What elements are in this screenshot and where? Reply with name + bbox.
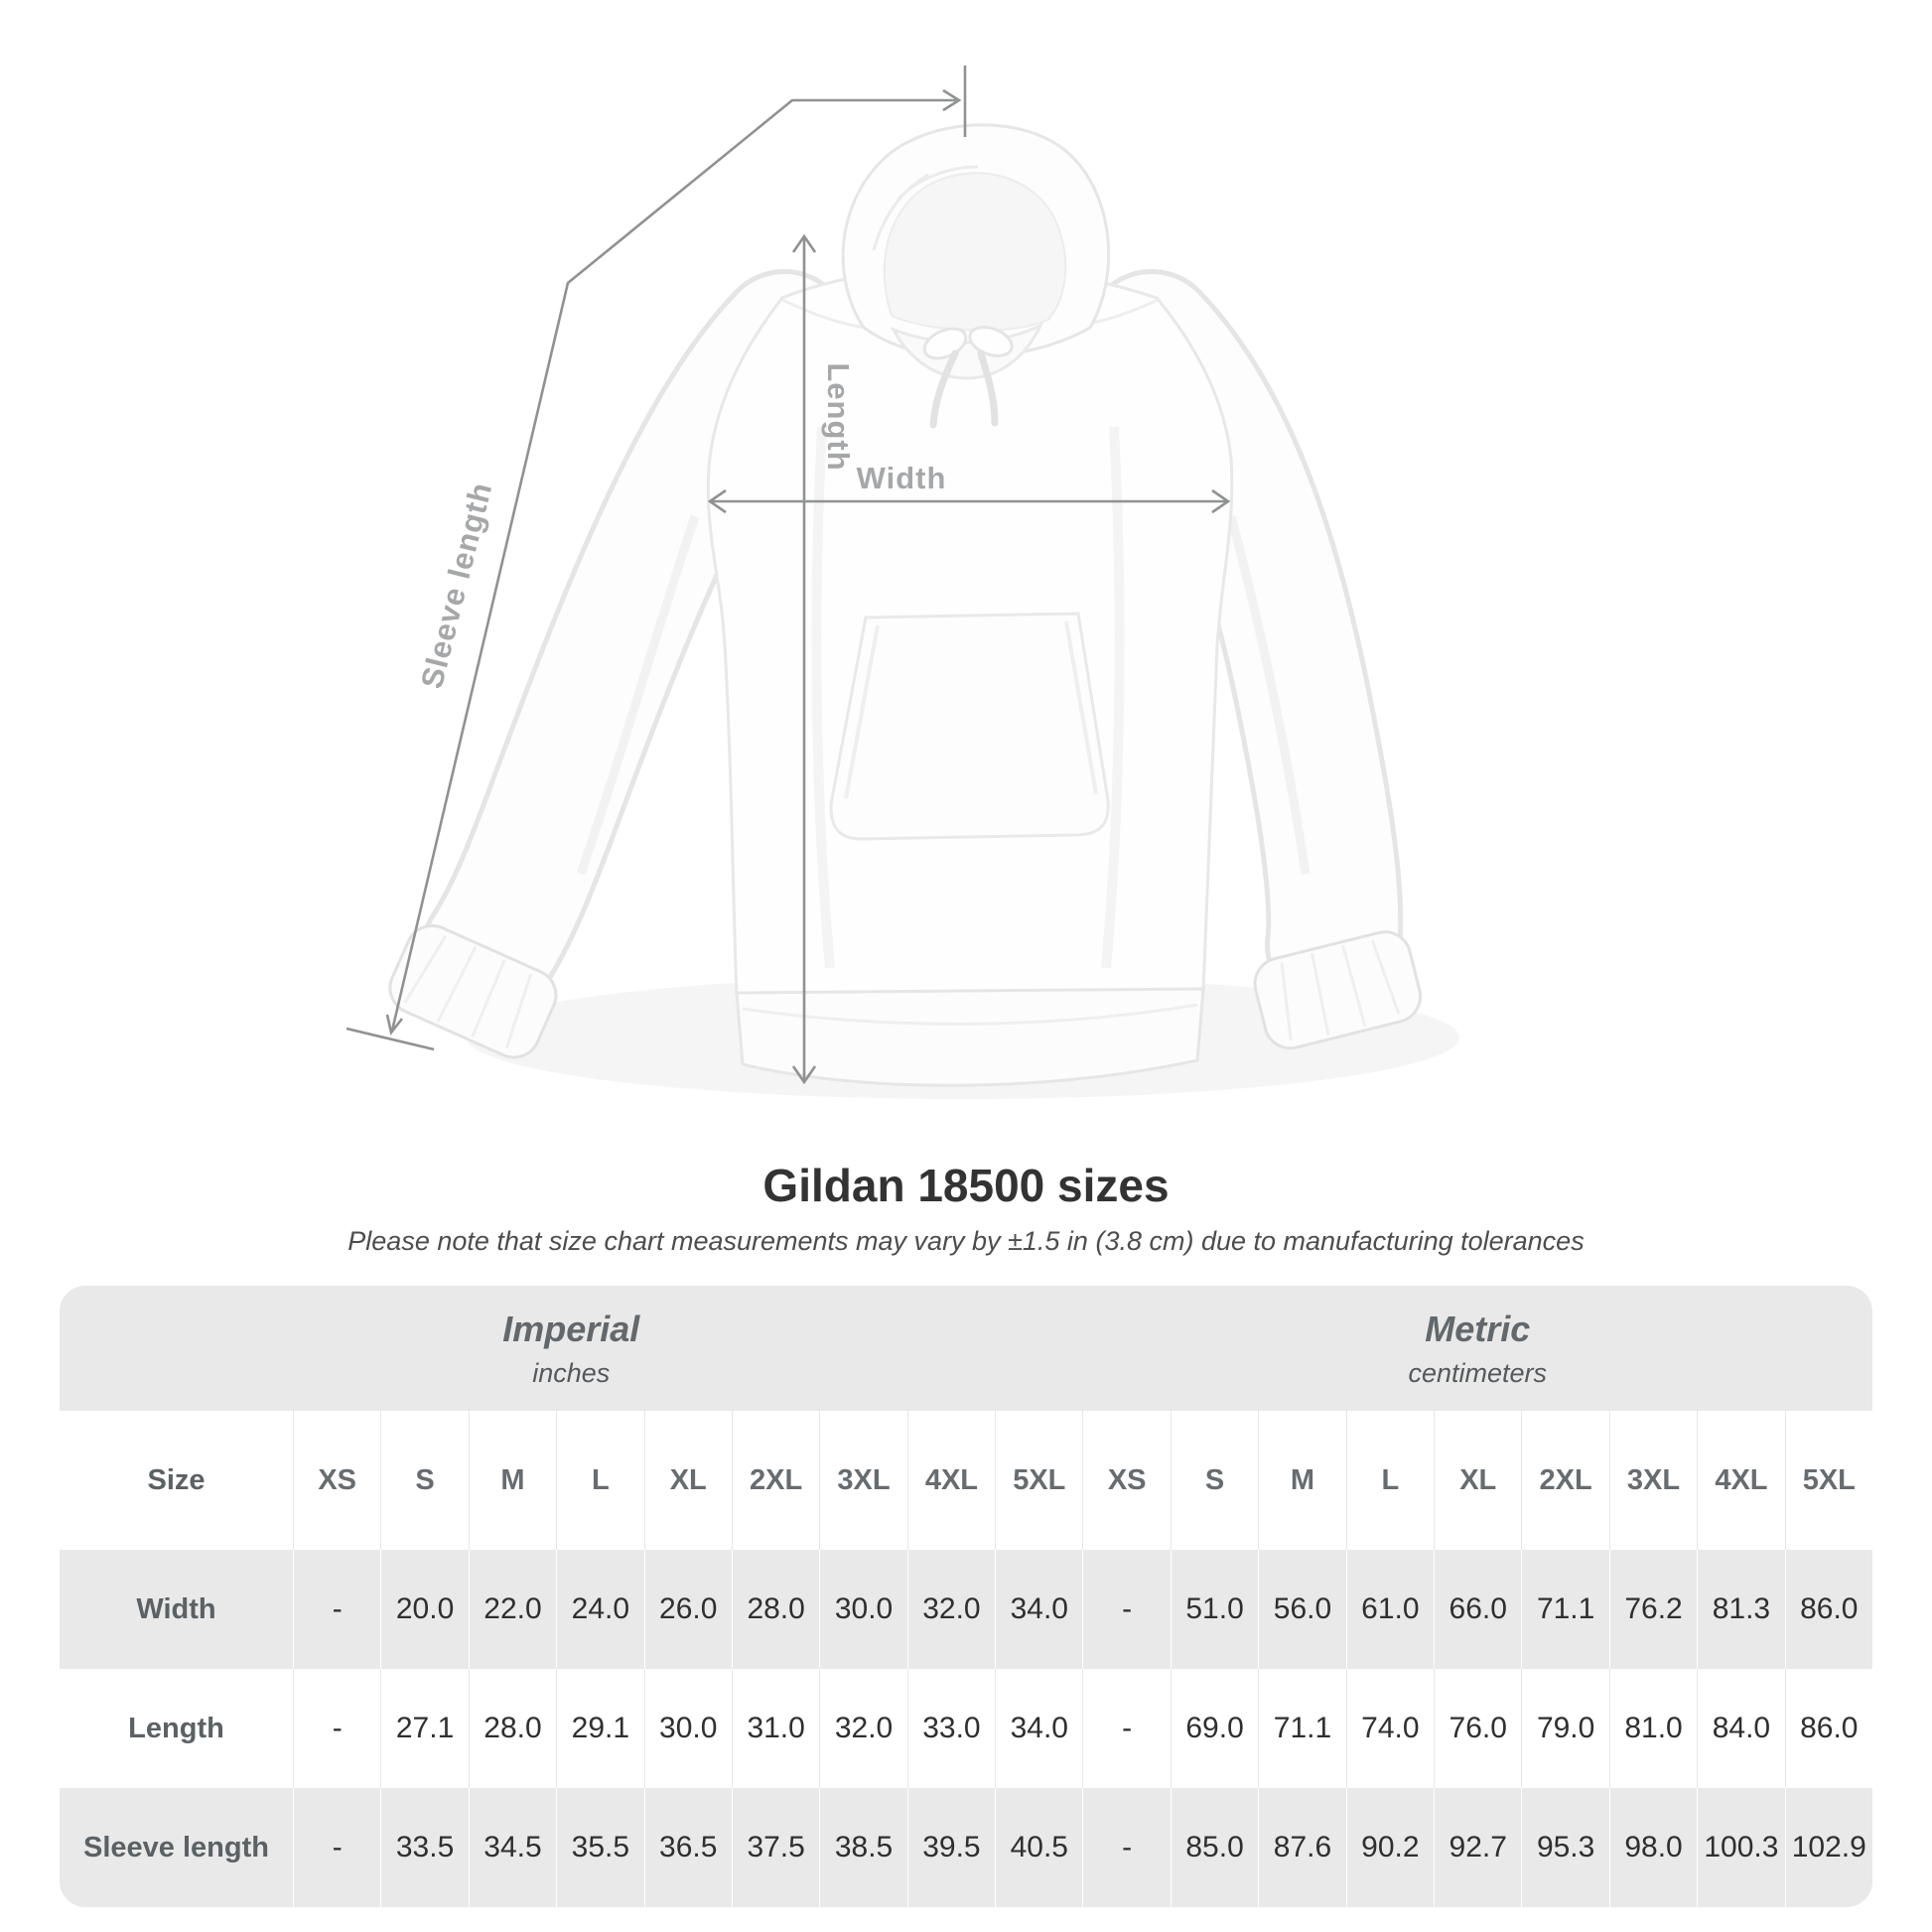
title-block <box>0 1160 1932 1257</box>
value-cell: 81.0 <box>1609 1669 1697 1788</box>
value-cell: 30.0 <box>644 1669 732 1788</box>
value-cell: 33.0 <box>907 1669 995 1788</box>
page-title: Gildan 18500 sizes <box>762 1160 1170 1211</box>
size-header: M <box>1258 1411 1345 1550</box>
width-label: Width <box>856 461 947 495</box>
group-unit: inches <box>532 1357 611 1388</box>
value-cell: - <box>293 1788 380 1907</box>
value-cell: 102.9 <box>1785 1788 1872 1907</box>
value-cell: 87.6 <box>1258 1788 1345 1907</box>
value-cell: 37.5 <box>732 1788 819 1907</box>
value-cell: 22.0 <box>469 1550 556 1669</box>
value-cell: 29.1 <box>556 1669 643 1788</box>
kangaroo-pocket <box>831 614 1108 839</box>
size-header: L <box>556 1411 643 1550</box>
value-cell: 32.0 <box>819 1669 906 1788</box>
size-header: XS <box>293 1411 380 1550</box>
value-cell: - <box>1082 1669 1170 1788</box>
size-header: S <box>1171 1411 1258 1550</box>
value-cell: 51.0 <box>1171 1550 1258 1669</box>
size-header: 2XL <box>732 1411 819 1550</box>
value-cell: 27.1 <box>380 1669 468 1788</box>
value-cell: 69.0 <box>1171 1669 1258 1788</box>
value-cell: 33.5 <box>380 1788 468 1907</box>
value-cell: 86.0 <box>1785 1550 1872 1669</box>
size-header: 3XL <box>819 1411 906 1550</box>
table-row <box>60 1669 1872 1788</box>
value-cell: 40.5 <box>995 1788 1082 1907</box>
size-header: M <box>469 1411 556 1550</box>
group-title: Imperial <box>502 1308 640 1349</box>
value-cell: 85.0 <box>1171 1788 1258 1907</box>
size-header: 4XL <box>1697 1411 1784 1550</box>
value-cell: 61.0 <box>1346 1550 1434 1669</box>
size-corner-label: Size <box>147 1463 206 1496</box>
value-cell: 34.5 <box>469 1788 556 1907</box>
value-cell: 98.0 <box>1609 1788 1697 1907</box>
value-cell: - <box>293 1669 380 1788</box>
size-header: XS <box>1082 1411 1170 1550</box>
value-cell: 34.0 <box>995 1669 1082 1788</box>
sleeve-length-label: Sleeve length <box>414 478 499 692</box>
value-cell: 32.0 <box>907 1550 995 1669</box>
value-cell: 81.3 <box>1697 1550 1784 1669</box>
table-group-header-row <box>60 1286 1872 1411</box>
row-label: Width <box>136 1592 216 1625</box>
table-row <box>60 1788 1872 1907</box>
value-cell: 28.0 <box>469 1669 556 1788</box>
size-header: 4XL <box>907 1411 995 1550</box>
size-header: XL <box>644 1411 732 1550</box>
length-label: Length <box>821 362 856 472</box>
row-label: Length <box>128 1712 224 1744</box>
page-subtitle: Please note that size chart measurements may vary by ±1.5 in (3.8 cm) due to manufacturing tolerances <box>347 1225 1585 1256</box>
value-cell: - <box>1082 1550 1170 1669</box>
hem-band <box>737 989 1203 1085</box>
value-cell: 35.5 <box>556 1788 643 1907</box>
table-size-header-row <box>60 1411 1872 1550</box>
value-cell: 76.0 <box>1434 1669 1521 1788</box>
value-cell: 74.0 <box>1346 1669 1434 1788</box>
table-row <box>60 1550 1872 1669</box>
value-cell: 34.0 <box>995 1550 1082 1669</box>
size-table <box>60 1286 1872 1907</box>
value-cell: 71.1 <box>1258 1669 1345 1788</box>
group-header-metric <box>1083 1286 1873 1411</box>
size-header: 3XL <box>1609 1411 1697 1550</box>
size-header: XL <box>1434 1411 1521 1550</box>
hoodie-image <box>382 125 1459 1099</box>
value-cell: 39.5 <box>907 1788 995 1907</box>
group-title: Metric <box>1425 1308 1531 1349</box>
value-cell: 84.0 <box>1697 1669 1784 1788</box>
value-cell: 30.0 <box>819 1550 906 1669</box>
group-unit: centimeters <box>1408 1357 1548 1388</box>
value-cell: 36.5 <box>644 1788 732 1907</box>
value-cell: 95.3 <box>1521 1788 1608 1907</box>
value-cell: 100.3 <box>1697 1788 1784 1907</box>
value-cell: 92.7 <box>1434 1788 1521 1907</box>
value-cell: - <box>1082 1788 1170 1907</box>
value-cell: 71.1 <box>1521 1550 1608 1669</box>
value-cell: 79.0 <box>1521 1669 1608 1788</box>
size-header: L <box>1346 1411 1434 1550</box>
group-header-imperial <box>60 1286 1083 1411</box>
row-label: Sleeve length <box>83 1831 269 1863</box>
value-cell: 31.0 <box>732 1669 819 1788</box>
value-cell: 76.2 <box>1609 1550 1697 1669</box>
value-cell: 86.0 <box>1785 1669 1872 1788</box>
value-cell: 26.0 <box>644 1550 732 1669</box>
size-header: S <box>380 1411 468 1550</box>
value-cell: 24.0 <box>556 1550 643 1669</box>
value-cell: 56.0 <box>1258 1550 1345 1669</box>
value-cell: 90.2 <box>1346 1788 1434 1907</box>
value-cell: 66.0 <box>1434 1550 1521 1669</box>
value-cell: 20.0 <box>380 1550 468 1669</box>
size-header: 5XL <box>1785 1411 1872 1550</box>
value-cell: 38.5 <box>819 1788 906 1907</box>
value-cell: 28.0 <box>732 1550 819 1669</box>
value-cell: - <box>293 1550 380 1669</box>
size-header: 2XL <box>1521 1411 1608 1550</box>
size-header: 5XL <box>995 1411 1082 1550</box>
